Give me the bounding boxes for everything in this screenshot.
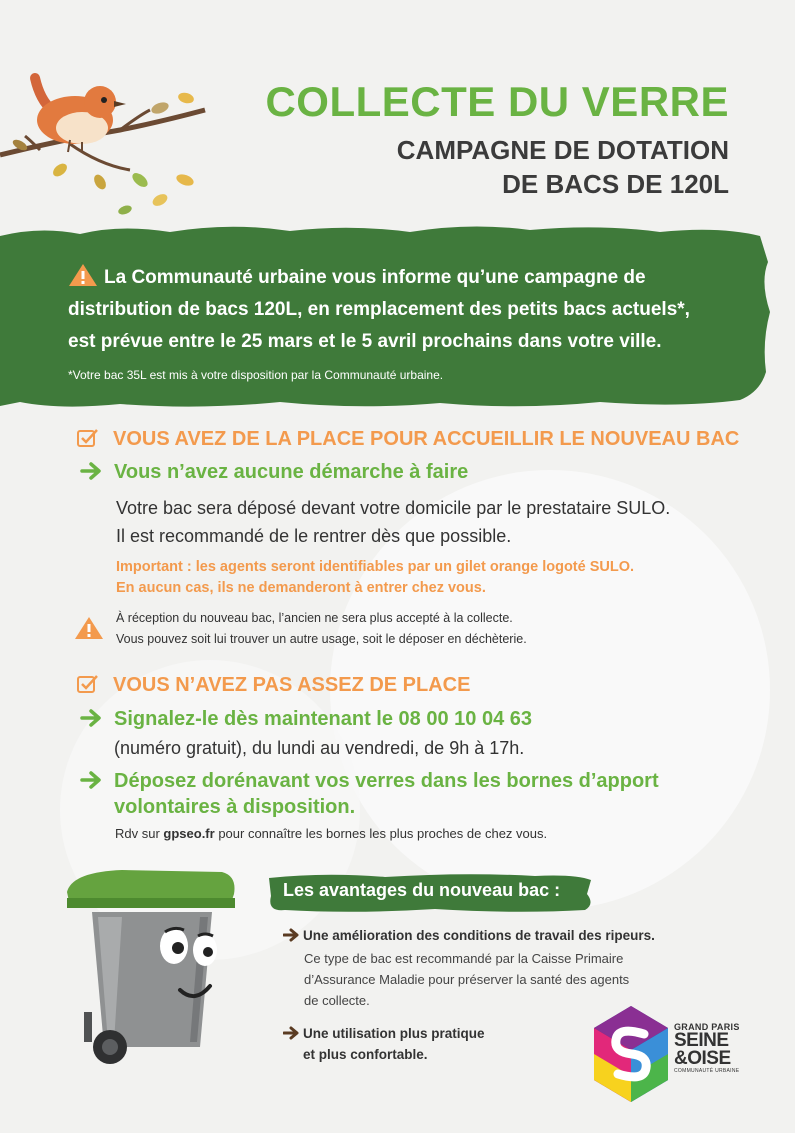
- important-line-2: En aucun cas, ils ne demanderont à entrer chez vous.: [116, 580, 486, 596]
- arrow-right-icon: [283, 928, 299, 942]
- warning-line-1: À réception du nouveau bac, l’ancien ne sera plus accepté à la collecte.: [116, 611, 513, 625]
- arrow-right-icon: [80, 771, 102, 789]
- logo-line-1: SEINE: [674, 1030, 729, 1051]
- phone-number: 08 00 10 04 63: [398, 708, 532, 730]
- section-1-heading-text: VOUS AVEZ DE LA PLACE POUR ACCUEILLIR LE NOUVEAU BAC: [113, 428, 740, 450]
- logo-icon: [592, 1004, 670, 1104]
- action-2-line-2: volontaires à disposition.: [114, 796, 356, 818]
- warning-icon: [68, 263, 98, 287]
- section-1-heading: [77, 428, 739, 451]
- arrow-right-icon: [80, 462, 102, 480]
- page-title: COLLECTE DU VERRE: [265, 78, 729, 125]
- page-subtitle: [397, 133, 729, 201]
- logo-top-text: GRAND PARIS: [674, 1022, 740, 1032]
- advantage-2-line-1: [283, 1023, 485, 1044]
- info-banner-line-2: distribution de bacs 120L, en remplacement des petits bacs actuels*,: [68, 299, 690, 320]
- info-banner-line-3: est prévue entre le 25 mars et le 5 avril prochains dans votre ville.: [68, 331, 662, 352]
- arrow-right-icon: [283, 1026, 299, 1040]
- section-2-heading-text: VOUS N’AVEZ PAS ASSEZ DE PLACE: [113, 674, 471, 696]
- advantage-1-desc-line-3: de collecte.: [304, 993, 370, 1008]
- advantage-1: [283, 925, 655, 946]
- advantage-2-line-1-text: Une utilisation plus pratique: [303, 1026, 485, 1041]
- section-1-action: [80, 461, 468, 484]
- advantage-2: [283, 1023, 485, 1065]
- advantage-1-description: [304, 948, 629, 1011]
- logo-line-2: &OISE: [674, 1048, 731, 1069]
- rdv-suffix: pour connaître les bornes les plus proches de chez vous.: [214, 826, 548, 841]
- advantage-1-desc-line-2: d’Assurance Maladie pour préserver la santé des agents: [304, 972, 630, 987]
- section-1-important-note: [116, 557, 634, 599]
- info-banner-footnote: *Votre bac 35L est mis à votre disposition par la Communauté urbaine.: [68, 368, 444, 382]
- section-1-description: [116, 494, 670, 550]
- warning-icon: [74, 616, 104, 640]
- section-2-heading: [77, 674, 470, 697]
- section-2-action-1: [80, 708, 532, 731]
- section-2-action-2: [80, 768, 659, 820]
- section-1-action-text: Vous n’avez aucune démarche à faire: [114, 461, 469, 483]
- advantages-title: Les avantages du nouveau bac :: [283, 880, 561, 900]
- trash-bin-illustration: [62, 862, 242, 1067]
- arrow-right-icon: [80, 709, 102, 727]
- subtitle-line-1: CAMPAGNE DE DOTATION: [396, 135, 729, 165]
- checkbox-icon: [77, 428, 99, 448]
- section-1-description-line-2: Il est recommandé de le rentrer dès que possible.: [116, 526, 512, 546]
- rdv-site-link[interactable]: gpseo.fr: [163, 826, 215, 841]
- section-1-warning: [116, 608, 527, 650]
- action-2-line-1: [80, 768, 659, 794]
- rdv-prefix: Rdv sur: [115, 826, 164, 841]
- rdv-line: [115, 823, 547, 844]
- advantage-2-line-2: et plus confortable.: [303, 1047, 428, 1062]
- action-1-prefix: Signalez-le dès maintenant le: [114, 708, 399, 730]
- subtitle-line-2: DE BACS DE 120L: [502, 169, 729, 199]
- important-line-1: Important : les agents seront identifiables par un gilet orange logoté SULO.: [116, 559, 635, 575]
- logo-bottom-text: COMMUNAUTÉ URBAINE: [674, 1068, 740, 1074]
- info-banner-line-1: [68, 262, 748, 294]
- section-1-description-line-1: Votre bac sera déposé devant votre domicile par le prestataire SULO.: [116, 498, 671, 518]
- checkbox-icon: [77, 674, 99, 694]
- warning-line-2: Vous pouvez soit lui trouver un autre usage, soit le déposer en déchèterie.: [116, 632, 527, 646]
- bird-illustration: [0, 70, 210, 220]
- logo-wordmark: [674, 1022, 740, 1074]
- section-2-action-1-hours: (numéro gratuit), du lundi au vendredi, de 9h à 17h.: [114, 738, 525, 758]
- advantage-1-desc-line-1: Ce type de bac est recommandé par la Caisse Primaire: [304, 951, 624, 966]
- action-2-line-1-text: Déposez dorénavant vos verres dans les bornes d’apport: [114, 770, 659, 792]
- info-banner-text: [68, 262, 748, 358]
- advantage-1-text: Une amélioration des conditions de travail des ripeurs.: [303, 928, 655, 943]
- info-banner-line-1-text: La Communauté urbaine vous informe qu’une campagne de: [104, 267, 646, 288]
